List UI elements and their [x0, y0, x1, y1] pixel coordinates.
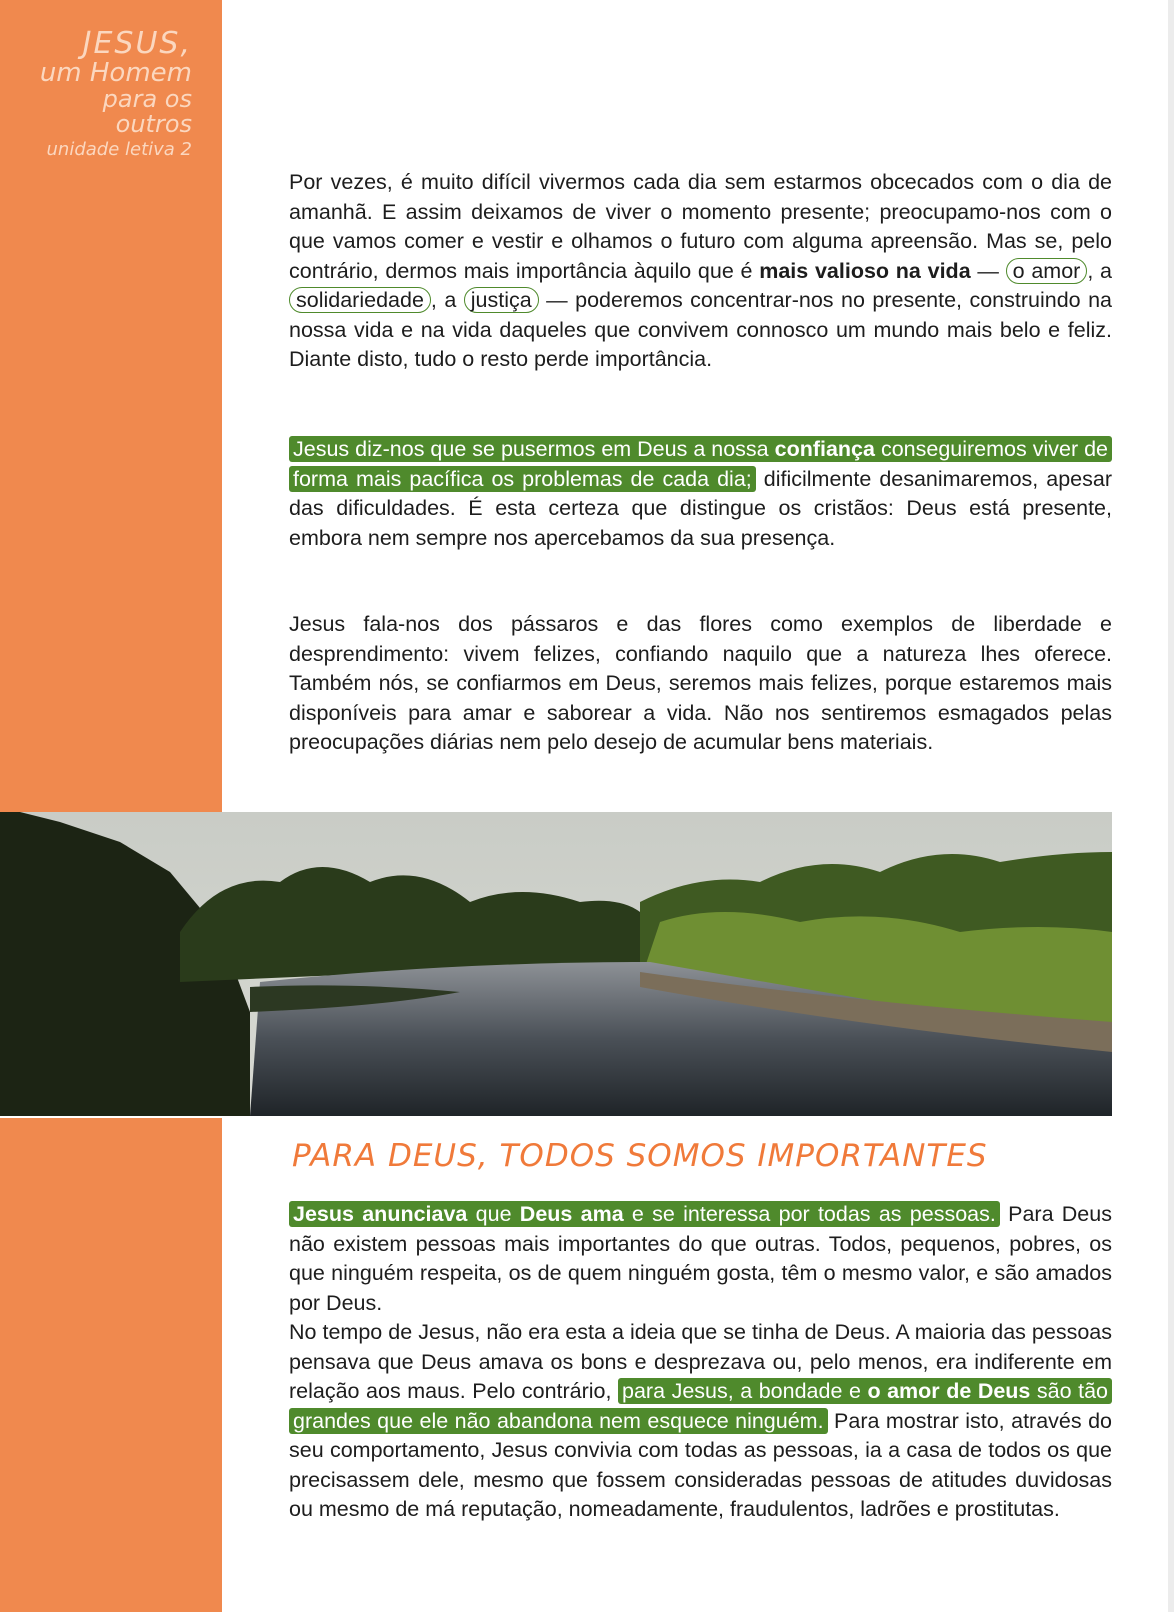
p4-hl1-text-1: que: [467, 1202, 520, 1226]
p1-bold: mais valioso na vida: [759, 258, 971, 283]
p4-hl2-bold: o amor de Deus: [867, 1379, 1031, 1403]
p4-text-2: No tempo de Jesus, não era esta a ideia que se tinha de Deus. A maioria das pessoas pensava que Deus amava os bons e desprezava ou, pelo menos, era indiferente em relação aos maus. Pelo contrário,: [289, 1320, 1112, 1403]
section-title: PARA DEUS, TODOS SOMOS IMPORTANTES: [292, 1138, 988, 1174]
p4-hl1-text-2: e se interessa por todas as pessoas.: [623, 1202, 996, 1226]
sidebar-orange-band-lower: [0, 1118, 222, 1612]
p1-item-justice: justiça: [464, 287, 539, 313]
p4-hl1-bold-1: Jesus anunciava: [293, 1202, 468, 1226]
sidebar-unit-label: unidade letiva 2: [46, 139, 192, 161]
paragraph-3: [289, 610, 1112, 758]
p2-hl-bold: confiança: [774, 437, 875, 461]
p2-text: dificilmente desanimaremos, apesar das dificuldades. É esta certeza que distingue os cristãos: Deus está presente, embora nem sempre nos apercebamos da sua presença.: [289, 466, 1112, 550]
p4-hl2-text-1: para Jesus, a bondade e: [622, 1379, 868, 1403]
p4-text-1: Para Deus não existem pessoas mais importantes do que outras. Todos, pequenos, pobres, os que ninguém respeita, os de quem ninguém gosta, têm o mesmo valor, e são amados por Deus.: [289, 1202, 1112, 1315]
paragraph-1: [289, 168, 1112, 375]
p1-sep-1: , a: [1087, 258, 1112, 283]
paragraph-2: [289, 435, 1112, 553]
river-landscape-photo: [0, 812, 1112, 1116]
paragraph-4: [289, 1200, 1112, 1525]
p4-highlight-1: [289, 1201, 1000, 1227]
page-edge: [1168, 0, 1174, 1612]
sidebar-title-line3: para os: [102, 84, 192, 113]
p2-hl-text-2: conseguiremos viver de forma mais pacífica os problemas de cada dia;: [293, 437, 1109, 491]
p1-text-start: Por vezes, é muito difícil vivermos cada dia sem estarmos obcecados com o dia de amanhã. E assim deixamos de viver o momento presente; preocupamo-nos com o que vamos comer e vestir e olhamos o futuro com alguma apreensão. Mas se, pelo contrário, dermos mais importância àquilo que é: [289, 170, 1112, 283]
p1-text-end: poderemos concentrar-nos no presente, construindo na nossa vida e na vida daqueles que convivem connosco um mundo mais belo e feliz. Diante disto, tudo o resto perde importância.: [289, 288, 1112, 371]
sidebar-title: [20, 28, 192, 160]
p4-hl2-text-2: são tão grandes que ele não abandona nem esquece ninguém.: [293, 1379, 1108, 1433]
p3-text: Jesus fala-nos dos pássaros e das flores como exemplos de liberdade e desprendimento: vivem felizes, confiando naquilo que a natureza lhes oferece. Também nós, se confiarmos em Deus, seremos mais felizes, porque estaremos mais disponíveis para amar e saborear a vida. Não nos sentiremos esmagados pelas preocupações diárias nem pelo desejo de acumular bens materiais.: [289, 612, 1112, 754]
sidebar-orange-band: [0, 0, 222, 812]
p1-dash-1: —: [970, 258, 1006, 283]
p1-sep-2: , a: [430, 288, 464, 312]
p1-item-solidarity: solidariedade: [289, 287, 431, 313]
p4-text-3: Para mostrar isto, através do seu comportamento, Jesus convivia com todas as pessoas, ia a casa de todos os que precisassem dele, mesmo que fossem consideradas pessoas de atitudes duvidosas ou mesmo de má reputação, nomeadamente, fraudulentos, ladrões e prostitutas.: [289, 1408, 1112, 1521]
sidebar-title-line4: outros: [115, 109, 192, 138]
p1-item-love: o amor: [1006, 258, 1088, 284]
sidebar-title-line2: um Homem: [39, 57, 192, 88]
p1-dash-2: —: [538, 288, 576, 312]
sidebar-title-line1: JESUS,: [82, 26, 192, 61]
p4-hl1-bold-2: Deus ama: [519, 1202, 624, 1226]
p2-hl-text-1: Jesus diz-nos que se pusermos em Deus a nossa: [293, 437, 775, 461]
